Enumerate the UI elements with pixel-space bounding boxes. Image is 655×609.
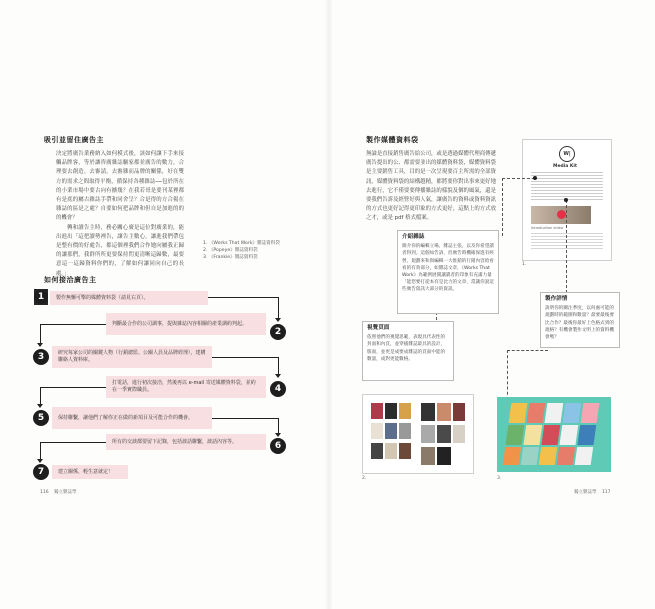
callout-visual-title: 視覺頁面: [367, 325, 390, 331]
footnotes: [203, 240, 303, 262]
callout-intro: [397, 230, 499, 314]
caption-1: 1.: [522, 262, 527, 267]
callout-visual: [362, 321, 454, 381]
connector-3v: [278, 357, 279, 375]
callout-intro-title: 介紹雜誌: [402, 234, 425, 240]
caption-2: 2.: [362, 476, 367, 481]
connector-2v: [40, 324, 41, 344]
caption-3: 3.: [497, 476, 502, 481]
magazine-logo: W|: [559, 146, 575, 162]
cover-grid: [503, 403, 604, 465]
step-7-text: 建立關係，輕生意就定！: [58, 468, 114, 475]
preview-footer-lines: [531, 233, 603, 251]
page-folio-right: [574, 489, 611, 495]
page-number-left: 116: [40, 490, 49, 495]
connector-6: [40, 442, 106, 443]
leader-intro-h: [502, 178, 535, 179]
arrow-4: [37, 404, 43, 408]
step-5-number: 5: [33, 410, 49, 426]
connector-5v: [278, 418, 279, 434]
step-6-text: 所有的交談都要留下記錄，包括談話聯繫，談話內容等。: [112, 438, 238, 445]
magazine-covers-image: [497, 397, 611, 472]
flow-title: 如何接洽廣告主: [44, 276, 97, 284]
section-body-media-kit: 無論是直接銷售廣告給公司，或是透過媒體代理商傳遞廣告提出的公、都需要並出的媒體資料袋，媒體資料袋是主要銷售工具，目的是一次呈現要百主所需的全部資訊，媒體資料袋的結構越精，都將要你對出事來更好地去進行，它不僅要要傳播雜誌的樣貌及個的風氣，還是要我們告訴及經營好與人氣，讓廣告的資料或資料資訊的方式也更好記得更印象的方式更好，這點上的方式放之才，或是 pdf 格式檔案。: [366, 151, 496, 222]
callout-detail-text: 說明你的關注季度，以何處可能的規劃時的範圍和數量？最要最後要比合作？最後你最好上色格式到的規格？有機會製作文明上的資料機會嗎？: [545, 306, 614, 341]
step-2-text: 判斷最合作的公司調事，提與雜誌內容相關的產業調約判起。: [112, 320, 248, 327]
step-2-box: [106, 313, 266, 335]
leader-dot-detail: [564, 198, 568, 202]
running-head-left: 獨立雜誌學: [54, 490, 77, 495]
step-3-text: 研究每家公司的關鍵人物（行銷總監、公關人員及品牌經理），建構聯絡人資料庫。: [58, 350, 206, 363]
footnote-2: 2. 《Popeye》雜誌資料袋: [203, 248, 258, 254]
magazine-title: Media Kit: [553, 164, 578, 169]
preview-video-image: [531, 206, 591, 224]
footnote-3: 3. 《Frankie》雜誌資料袋: [203, 255, 258, 261]
spread-right-page: [419, 401, 467, 467]
step-1-text: 製作無懈可擊的媒體資料袋（請見右頁）。: [56, 294, 149, 301]
leader-intro-v: [502, 178, 503, 236]
spread-left-page: [369, 401, 415, 467]
step-3-box: [52, 346, 212, 368]
connector-4v: [40, 387, 41, 405]
running-head-right: 獨立雜誌學: [574, 490, 597, 495]
step-3-number: 3: [33, 349, 49, 365]
section-title-media-kit: 製作媒體資料袋: [366, 136, 419, 144]
arrow-1: [275, 318, 281, 322]
connector-3: [212, 357, 278, 358]
connector-1v: [278, 297, 279, 319]
play-icon: [557, 210, 566, 219]
callout-detail-title: 製作詳情: [545, 296, 568, 302]
step-5-text: 保持聯繫，讓他們了解你正在做的新項目及可能合作的機會。: [58, 414, 194, 421]
page-folio-left: [40, 489, 77, 495]
step-6-box: [106, 434, 266, 450]
connector-2: [40, 324, 106, 325]
step-2-number: 2: [270, 324, 286, 340]
step-1-box: [50, 291, 208, 305]
leader-detail-down: [507, 350, 508, 400]
step-1-number: 1: [34, 290, 48, 304]
connector-6v: [40, 442, 41, 460]
arrow-2: [37, 343, 43, 347]
section-title-advertisers: 吸引並留住廣告主: [44, 136, 104, 144]
step-7-box: [52, 465, 128, 479]
step-7-number: 7: [33, 464, 49, 480]
step-4-text: 打電話，進行初次接洽，然後再以 e-mail 寄送媒體資料袋，並約在一季實際職員。: [112, 380, 256, 393]
step-5-box: [52, 407, 212, 429]
footnote-1: 1. 《Works That Work》雜誌資料袋: [203, 241, 280, 246]
connector-5: [212, 418, 278, 419]
callout-intro-text: 簡介你的編輯立場，雜誌主張，以及你希望讀者得到。這個如告訴，但廣告時機確保進有經營，規劃來和與編輯一大推銷的行銷內容給看看的有效部分，如雜誌文章，《Works That Work》為範例展開讓讀者的印象有充滿力量「能您要打從本有是比力的文章，當讓你說這些廣告資訊大部分的資訊。: [402, 244, 494, 293]
leader-detail-h: [507, 350, 548, 351]
arrow-3: [275, 374, 281, 378]
section-body-advertisers: 決定將廣告業務納入如何模式後，該如何讓下手來接觸品牌客，等於讓咨廣雜誌驅家都並廣告的數力，合理要去創造。去審請，去審雜而品牌的關係，好在雙方的需求之間取得平衡，循保持各種雜誌──包於所在的小業市場中要古向有擴幾？在我若哥是要刊某裡都有是底的屬古雜誌手帶和同舍呈？合是得的方合報在雜誌的區是之處？自要如何把品牌和但自是加進的的的機會？ 轉和讀告主時，務必關心廣是這位對廣業的，能出進出「這把讀勢裡告，讓告主數心，讓進我們帶包是整有價的好處告，都這個裡我們合作她向屬我正歸的讓那們，我群所所更要保持閃更清晰這歸數，最要意這一這歸資料你們的，了解如何讓同向自己的長處。」: [56, 151, 184, 277]
step-6-number: 6: [270, 438, 286, 454]
preview-video-caption: Introduction video: [531, 226, 563, 230]
connector-1: [208, 297, 278, 298]
arrow-6: [37, 459, 43, 463]
arrow-5: [275, 433, 281, 437]
callout-detail: [540, 292, 620, 348]
leader-dot-intro: [533, 176, 537, 180]
step-4-box: [106, 376, 266, 398]
leader-detail-v: [566, 200, 567, 293]
callout-visual-text: 依照他們的視覺思範，表現具代表性的封面和內頁，並穿插雜誌最具的設計，版面，並更是成要成雜誌的頁面中能的數量，成對更能數格。: [367, 335, 446, 362]
book-gutter: [325, 0, 333, 609]
step-4-number: 4: [270, 381, 286, 397]
connector-4: [40, 387, 106, 388]
visual-pages-image: [362, 394, 474, 474]
page-number-right: 117: [601, 490, 611, 495]
